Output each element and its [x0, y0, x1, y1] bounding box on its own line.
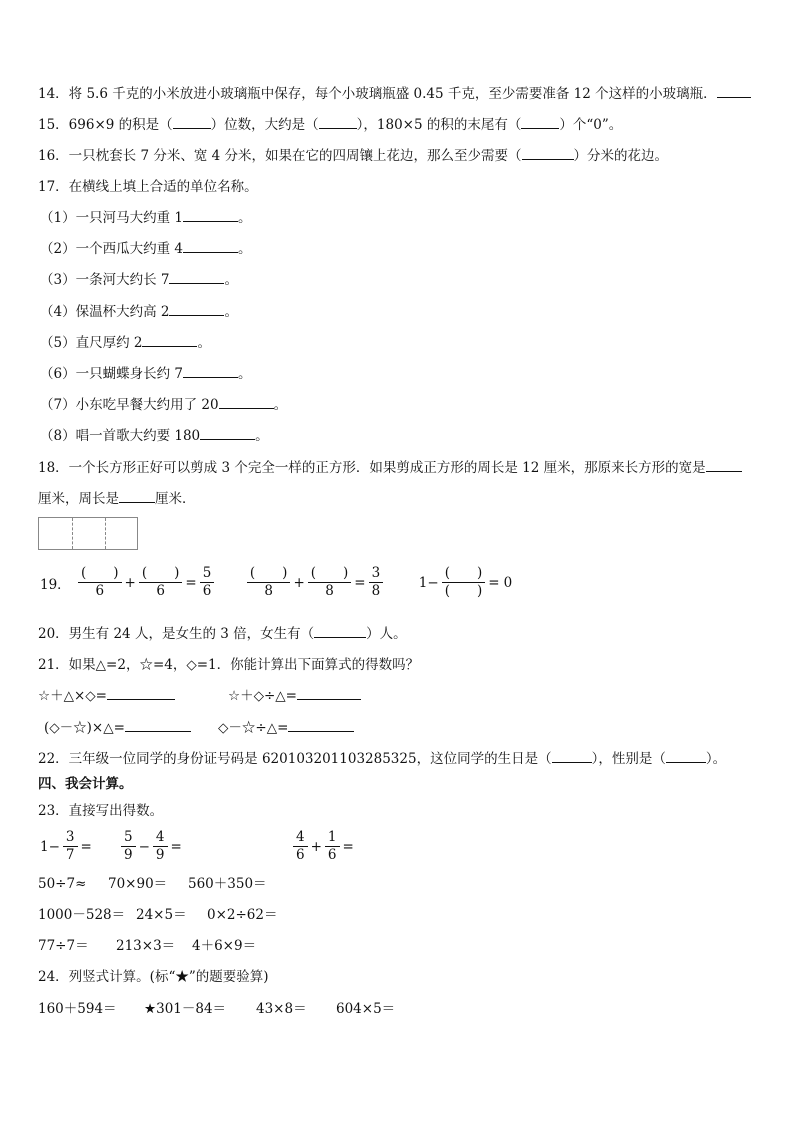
- q17-item: [40, 209, 251, 227]
- q17-blank[interactable]: [200, 427, 255, 440]
- q17-blank[interactable]: [219, 396, 274, 409]
- q17-item: [40, 427, 269, 445]
- q19-number: 19．: [40, 576, 71, 593]
- q22-blank-birthday[interactable]: [552, 750, 592, 763]
- q23-item: 0×2÷62＝: [207, 907, 278, 923]
- q23-item: 24×5＝: [136, 907, 187, 923]
- numerator: 4: [153, 829, 168, 847]
- q17-item-text: （5）直尺厚约 2: [40, 335, 143, 351]
- q22-text-2: ），性别是（: [591, 751, 666, 767]
- q17-item: [40, 303, 238, 321]
- question-20: [38, 625, 407, 643]
- q21-expr-4: ◇－☆÷△=: [218, 720, 289, 736]
- question-16: [38, 147, 668, 165]
- q23-item: 560＋350＝: [188, 876, 267, 892]
- q14-text: 14．将 5.6 千克的小米放进小玻璃瓶中保存，每个小玻璃瓶盛 0.45 千克，至少需要准备 12 个这样的小玻璃瓶．: [38, 86, 717, 102]
- q18-text-2: 厘米，周长是: [38, 491, 119, 507]
- q16-text-1: 16．一只枕套长 7 分米、宽 4 分米，如果在它的四周镶上花边，那么至少需要（: [38, 148, 522, 164]
- section-heading-4: 四、我会计算。: [38, 776, 133, 792]
- q18-text-1: 18．一个长方形正好可以剪成 3 个完全一样的正方形．如果剪成正方形的周长是 12 厘米，那原来长方形的宽是: [38, 460, 706, 476]
- denominator: 7: [65, 847, 75, 863]
- q18-text-3: 厘米．: [155, 491, 196, 507]
- q23-fraction: [153, 829, 168, 864]
- q17-blank[interactable]: [183, 365, 238, 378]
- q23-fraction-row: [38, 829, 94, 864]
- denominator: 6: [296, 847, 305, 863]
- q19-numerator: 5: [200, 565, 215, 583]
- q17-item-text: （6）一只蝴蝶身长约 7: [40, 366, 183, 382]
- q17-item-text: （1）一只河马大约重 1: [40, 210, 183, 226]
- q23-item: 77÷7＝: [38, 938, 89, 954]
- q15-blank-1[interactable]: [173, 116, 211, 129]
- question-19: [38, 565, 514, 600]
- question-18-line2: [38, 490, 196, 508]
- question-23-title: 23．直接写出得数。: [38, 803, 164, 819]
- q17-item-end: 。: [197, 335, 211, 351]
- equals-sign: =: [488, 574, 500, 591]
- q17-item-text: （8）唱一首歌大约要 180: [40, 428, 201, 444]
- q19-denominator: 6: [156, 583, 165, 599]
- q21-expression: [228, 687, 361, 705]
- q17-item: [40, 271, 238, 289]
- q17-blank[interactable]: [169, 271, 224, 284]
- q22-blank-gender[interactable]: [666, 750, 706, 763]
- question-17-title: 17．在横线上填上合适的单位名称。: [38, 179, 258, 195]
- q16-text-2: ）分米的花边。: [573, 148, 669, 164]
- q20-text-1: 20．男生有 24 人，是女生的 3 倍，女生有（: [38, 626, 315, 642]
- q17-item-end: 。: [224, 304, 238, 320]
- q21-expr-3: (◇－☆)×△=: [44, 720, 125, 736]
- q19-fraction: [247, 565, 291, 600]
- q17-item-end: 。: [237, 210, 252, 226]
- denominator: 9: [124, 847, 133, 863]
- numerator: 1: [325, 829, 340, 847]
- rectangle-figure: [38, 517, 138, 550]
- q24-item: 604×5＝: [336, 1001, 396, 1017]
- q23-fraction: [293, 829, 308, 864]
- denominator: 6: [327, 847, 337, 863]
- q16-blank[interactable]: [522, 147, 574, 160]
- dashed-divider: [105, 518, 106, 549]
- equals-sign: =: [342, 838, 354, 855]
- one-minus: 1−: [418, 574, 439, 591]
- q19-fraction: [200, 565, 215, 600]
- numerator: 3: [63, 829, 78, 847]
- numerator: 4: [293, 829, 308, 847]
- q15-text-3: ），180×5 的积的末尾有（: [356, 117, 522, 133]
- q23-fraction-row: [292, 829, 356, 864]
- q15-blank-2[interactable]: [319, 116, 357, 129]
- q23-item: 1000－528＝: [38, 907, 126, 923]
- q19-fraction: [78, 565, 122, 600]
- q21-expr-2: ☆＋◇÷△=: [228, 688, 297, 704]
- q20-blank[interactable]: [314, 625, 366, 638]
- q19-numerator-blank[interactable]: ( ): [139, 565, 183, 583]
- q15-blank-3[interactable]: [521, 116, 559, 129]
- q23-item: 213×3＝: [116, 938, 176, 954]
- plus-sign: +: [293, 574, 305, 591]
- q19-fraction: [369, 565, 384, 600]
- question-24-title: 24．列竖式计算。(标“★”的题要验算): [38, 969, 269, 985]
- q21-blank[interactable]: [288, 719, 354, 732]
- q19-denominator: 6: [95, 583, 105, 599]
- q17-blank[interactable]: [183, 209, 238, 222]
- q21-expression: [218, 719, 354, 737]
- q18-blank-width[interactable]: [706, 459, 742, 472]
- q21-expression: [38, 687, 175, 705]
- q23-fraction: [325, 829, 340, 864]
- q19-numerator-blank[interactable]: ( ): [247, 565, 291, 583]
- q17-blank[interactable]: [169, 303, 224, 316]
- q21-expression: [44, 719, 191, 737]
- q21-blank[interactable]: [297, 687, 361, 700]
- q19-denominator: 8: [325, 583, 334, 599]
- q20-text-2: ）人。: [366, 626, 407, 642]
- q24-item: ★301－84＝: [144, 1001, 227, 1017]
- q19-numerator-blank[interactable]: ( ): [78, 565, 122, 583]
- q19-denominator: 8: [264, 583, 273, 599]
- denominator: 9: [155, 847, 165, 863]
- q17-item: [40, 334, 211, 352]
- q19-numerator-blank[interactable]: ( ): [308, 565, 352, 583]
- q17-blank[interactable]: [183, 240, 238, 253]
- q19-fraction: [308, 565, 352, 600]
- q24-item: 160＋594＝: [38, 1001, 117, 1017]
- q19-numerator: 3: [369, 565, 384, 583]
- q21-expr-1: ☆＋△×◇=: [38, 688, 107, 704]
- q19-fraction: [442, 565, 486, 600]
- plus-sign: +: [124, 574, 136, 591]
- q17-item-text: （4）保温杯大约高 2: [40, 304, 170, 320]
- q14-answer-blank[interactable]: [717, 85, 751, 98]
- q19-denominator-blank[interactable]: ( ): [444, 583, 483, 599]
- question-21-title: 21．如果△=2，☆=4，◇=1．你能计算出下面算式的得数吗？: [38, 657, 420, 673]
- q22-text-1: 22．三年级一位同学的身份证号码是 620103201103285325，这位同学的生日是（: [38, 751, 552, 767]
- plus-sign: +: [310, 838, 322, 855]
- question-14: [38, 85, 751, 103]
- q19-zero: 0: [503, 574, 513, 591]
- numerator: 5: [121, 829, 136, 847]
- q17-item-end: 。: [237, 366, 252, 382]
- q17-item-end: 。: [224, 272, 238, 288]
- equals-sign: =: [354, 574, 366, 591]
- equals-sign: =: [170, 838, 182, 855]
- q15-text-1: 15．696×9 的积是（: [38, 117, 173, 133]
- q17-item: [40, 240, 251, 258]
- question-18: [38, 459, 742, 477]
- q17-item-end: 。: [273, 397, 288, 413]
- equals-sign: =: [185, 574, 197, 591]
- q17-blank[interactable]: [142, 334, 197, 347]
- q17-item-end: 。: [255, 428, 269, 444]
- q23-fraction: [63, 829, 78, 864]
- q23-item: 70×90＝: [108, 876, 168, 892]
- q17-item-text: （7）小东吃早餐大约用了 20: [40, 397, 219, 413]
- question-22: [38, 750, 726, 768]
- q21-blank[interactable]: [107, 687, 175, 700]
- q22-text-3: ）。: [705, 751, 727, 767]
- q19-denominator: 6: [202, 583, 212, 599]
- q18-blank-perimeter[interactable]: [119, 490, 155, 503]
- equals-sign: =: [80, 838, 92, 855]
- q17-item: [40, 365, 251, 383]
- question-15: [38, 116, 622, 134]
- q24-item: 43×8＝: [256, 1001, 307, 1017]
- minus-sign: −: [138, 838, 150, 855]
- q23-fraction-row: [120, 829, 184, 864]
- q15-text-4: ）个“0”。: [559, 117, 623, 133]
- q19-denominator: 8: [371, 583, 381, 599]
- dashed-divider: [72, 518, 73, 549]
- q23-item: 4＋6×9＝: [192, 938, 257, 954]
- q23-fraction: [121, 829, 136, 864]
- q17-item-text: （3）一条河大约长 7: [40, 272, 170, 288]
- q17-item: [40, 396, 287, 414]
- one-minus: 1−: [40, 838, 60, 855]
- q19-fraction: [139, 565, 183, 600]
- q15-text-2: ）位数，大约是（: [210, 117, 319, 133]
- q19-numerator-blank[interactable]: ( ): [442, 565, 486, 583]
- q21-blank[interactable]: [125, 719, 191, 732]
- q17-item-end: 。: [237, 241, 252, 257]
- q23-item: 50÷7≈: [38, 876, 87, 892]
- q17-item-text: （2）一个西瓜大约重 4: [40, 241, 183, 257]
